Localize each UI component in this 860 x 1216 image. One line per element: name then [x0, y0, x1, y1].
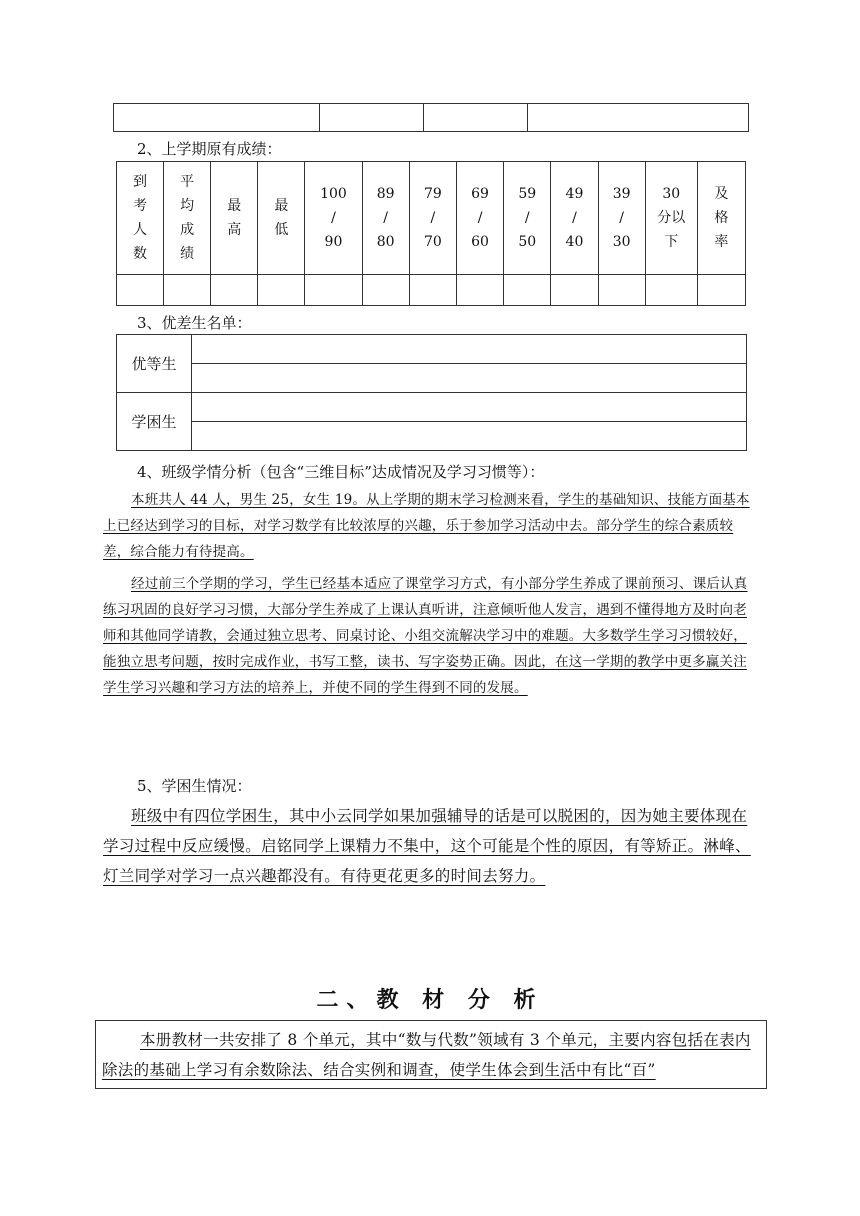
- scores-header-text: 50: [518, 234, 537, 250]
- scores-header-text: 分以: [657, 210, 686, 226]
- section5-heading: 5、学困生情况：: [137, 777, 252, 795]
- section-title: 二、教 材 分 析: [316, 987, 544, 1013]
- scores-header-text: 69: [471, 186, 489, 202]
- scores-header-text: /: [619, 210, 625, 226]
- scores-header-text: 90: [324, 234, 343, 250]
- scores-header-cell: [258, 162, 305, 275]
- scores-header-text: 数: [133, 246, 148, 262]
- scores-header-text: 39: [612, 186, 631, 202]
- scores-header-cell: [305, 162, 362, 275]
- scores-table: [116, 161, 746, 306]
- table-cell: [320, 104, 424, 132]
- scores-header-cell: [409, 162, 456, 275]
- scores-header-text: /: [477, 210, 483, 226]
- scores-header-text: 100: [320, 186, 347, 202]
- table-cell: [424, 104, 528, 132]
- scores-data-cell: [645, 275, 697, 306]
- scores-data-cell: [697, 275, 745, 306]
- scores-header-text: /: [331, 210, 336, 226]
- scores-header-cell: [362, 162, 409, 275]
- scores-header-cell: [598, 162, 645, 275]
- scores-header-cell: [645, 162, 697, 275]
- roster-table: [116, 334, 747, 451]
- scores-header-text: 均: [180, 198, 195, 214]
- scores-header-text: 成: [180, 222, 195, 238]
- scores-data-cell: [456, 275, 503, 306]
- scores-header-text: /: [430, 210, 436, 226]
- table-cell: [114, 104, 320, 132]
- scores-header-text: /: [383, 210, 388, 226]
- scores-data-cell: [117, 275, 164, 306]
- scores-header-text: 79: [423, 186, 442, 202]
- scores-header-text: 70: [423, 234, 442, 250]
- scores-data-cell: [164, 275, 211, 306]
- analysis-paragraph: 本班共人 44 人，男生 25，女生 19。从上学期的期末学习检测来看，学生的基础知识、技能方面基本上已经达到学习的目标，对学习数学有比较浓厚的兴趣，乐于参加学习活动中去。部分学生的综合素质较差，综合能力有待提高。: [103, 492, 750, 560]
- scores-data-cell: [409, 275, 456, 306]
- scores-header-text: 及: [714, 186, 729, 202]
- poor-students-line: [192, 393, 747, 422]
- materials-paragraph: 本册教材一共安排了 8 个单元，其中“数与代数”领域有 3 个单元，主要内容包括在表内除法的基础上学习有余数除法、结合实例和调查，使学生体会到生活中有比“百”: [102, 1031, 751, 1079]
- materials-box: [95, 1020, 767, 1089]
- scores-header-text: 格: [714, 210, 729, 226]
- scores-header-text: /: [524, 210, 530, 226]
- scores-header-text: 60: [471, 234, 489, 250]
- scores-header-cell: [117, 162, 164, 275]
- scores-header-text: 49: [565, 186, 584, 202]
- scores-data-cell: [258, 275, 305, 306]
- good-students-label: 优等生: [117, 335, 192, 393]
- good-students-line: [192, 335, 747, 364]
- poor-students-label: 学困生: [117, 393, 192, 451]
- scores-data-row: [117, 275, 746, 306]
- scores-data-cell: [211, 275, 258, 306]
- scores-header-text: 最: [227, 198, 242, 214]
- scores-data-cell: [598, 275, 645, 306]
- section2-heading: 2、上学期原有成绩：: [137, 140, 282, 158]
- scores-header-row: [117, 162, 746, 275]
- table-cell: [528, 104, 749, 132]
- scores-data-cell: [305, 275, 362, 306]
- scores-header-text: 人: [133, 222, 148, 238]
- scores-data-cell: [504, 275, 551, 306]
- scores-header-text: 30: [612, 234, 631, 250]
- scores-header-cell: [164, 162, 211, 275]
- good-students-line: [192, 364, 747, 393]
- section3-heading: 3、优差生名单：: [137, 314, 252, 332]
- scores-header-cell: [504, 162, 551, 275]
- struggling-students-paragraph: 班级中有四位学困生，其中小云同学如果加强辅导的话是可以脱困的，因为她主要体现在学习过程中反应缓慢。启铭同学上课精力不集中，这个可能是个性的原因，有等矫正。淋峰、灯兰同学对学习一点兴趣都没有。有待更花更多的时间去努力。: [103, 807, 751, 885]
- scores-header-cell: [697, 162, 745, 275]
- scores-header-text: 低: [274, 222, 289, 238]
- previous-table-row: [113, 103, 749, 132]
- scores-header-text: 30: [662, 186, 681, 202]
- scores-header-text: 59: [518, 186, 537, 202]
- scores-header-text: 高: [227, 222, 242, 238]
- scores-header-text: 绩: [180, 246, 195, 262]
- scores-header-cell: [211, 162, 258, 275]
- scores-header-text: 40: [565, 234, 584, 250]
- scores-header-text: 89: [376, 186, 395, 202]
- analysis-paragraph: 经过前三个学期的学习，学生已经基本适应了课堂学习方式，有小部分学生养成了课前预习、课后认真练习巩固的良好学习习惯，大部分学生养成了上课认真听讲，注意倾听他人发言，遇到不懂得地方及时向老师和其他同学请教，会通过独立思考、同桌讨论、小组交流解决学习中的难题。大多数学生学习习惯较好，能独立思考问题，按时完成作业，书写工整，读书、写字姿势正确。因此，在这一学期的教学中更多赢关注学生学习兴趣和学习方法的培养上，并使不同的学生得到不同的发展。: [103, 576, 748, 696]
- scores-header-text: 到: [133, 174, 148, 190]
- scores-header-cell: [456, 162, 503, 275]
- scores-header-text: 考: [133, 198, 148, 214]
- scores-header-text: 率: [714, 234, 729, 250]
- scores-header-cell: [551, 162, 598, 275]
- analysis-block: [103, 487, 759, 701]
- scores-data-cell: [551, 275, 598, 306]
- scores-data-cell: [362, 275, 409, 306]
- section4-heading: 4、班级学情分析（包含“三维目标”达成情况及学习习惯等）：: [137, 463, 545, 481]
- poor-students-line: [192, 422, 747, 451]
- scores-header-text: 最: [274, 198, 289, 214]
- scores-header-text: /: [572, 210, 577, 226]
- scores-header-text: 下: [664, 234, 679, 250]
- scores-header-text: 平: [180, 174, 195, 190]
- scores-header-text: 80: [376, 234, 395, 250]
